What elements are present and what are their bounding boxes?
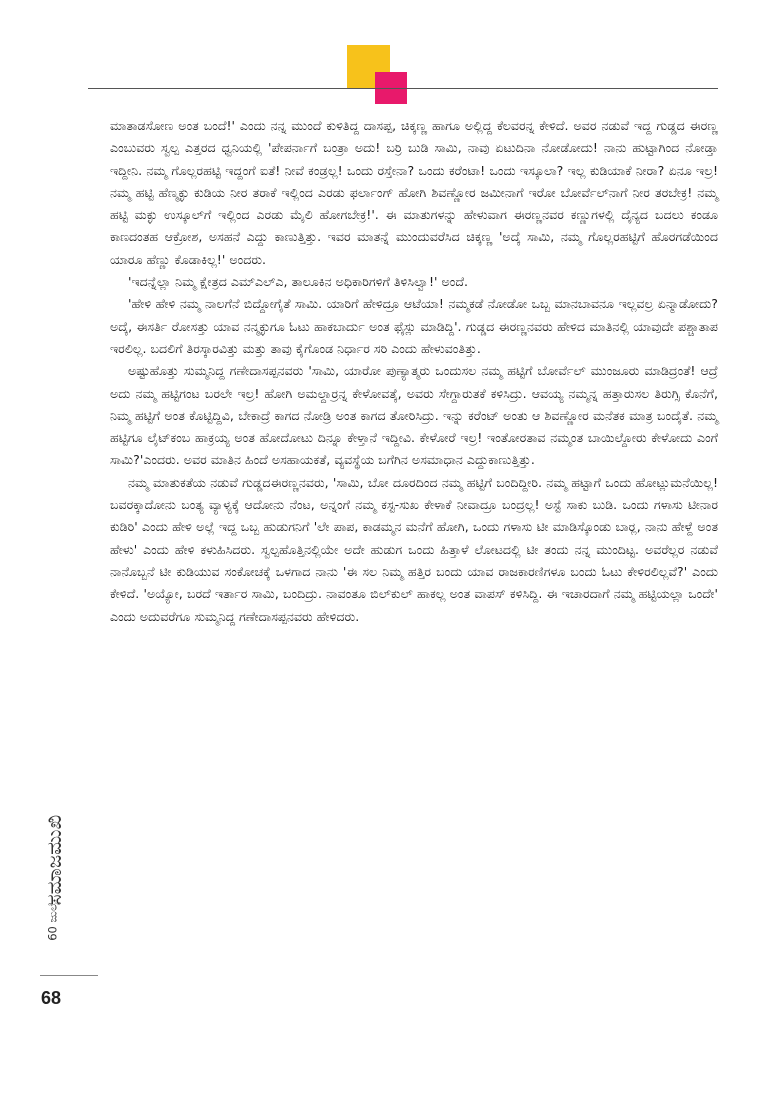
- sidebar-rule: [40, 975, 98, 976]
- paragraph: 'ಇದನ್ನೆಲ್ಲಾ ನಿಮ್ಮ ಕ್ಷೇತ್ರದ ಎಮ್ಎಲ್ಎ, ತಾಲೂಕಿನ ಅಧಿಕಾರಿಗಳಿಗೆ ತಿಳಿಸಿಲ್ವಾ!' ಅಂದೆ.: [128, 274, 468, 290]
- paragraph: 'ಹೇಳಿ ಹೇಳಿ ನಮ್ಮ ನಾಲಗೆನೆ ಬಿದ್ದೋಗೈತೆ ಸಾಮಿ. ಯಾರಿಗೆ ಹೇಳಿದ್ರೂ ಆಟೆಯಾ! ನಮ್ಮಕಡೆ ನೋಡೋ ಒಬ್ಬ ಮಾನಬಾವನೂ ಇಲ್ಲವಲ್ರ ಏನ್ಮಾಡೋದು? ಅದ್ಕೆ, ಈಸರ್ತಿ ರೋಸತ್ತು ಯಾವ ನನ್ಮಕ್ಳುಗೂ ಓಟು ಹಾಕಬಾರ್ದು ಅಂತ ಫೈಸ್ಲು ಮಾಡಿದ್ದಿ'. ಗುಡ್ಡದ ಈರಣ್ಣನವರು ಹೇಳಿದ ಮಾತಿನಲ್ಲಿ ಯಾವುದೇ ಪಶ್ಚಾತಾಪ ಇರಲಿಲ್ಲ. ಬದಲಿಗೆ ತಿರಸ್ಕಾರವಿತ್ತು ಮತ್ತು ತಾವು ಕೈಗೊಂಡ ನಿರ್ಧಾರ ಸರಿ ಎಂದು ಹೇಳುವಂತಿತ್ತು.: [110, 296, 718, 356]
- article-body: [110, 115, 718, 628]
- magazine-name: ಸಮಾಜಮುಖಿ: [42, 814, 66, 905]
- paragraph: ಮಾತಾಡಸೋಣ ಅಂತ ಬಂದೆ!' ಎಂದು ನನ್ನ ಮುಂದೆ ಕುಳಿತಿದ್ದ ದಾಸಪ್ಪ, ಚಿಕ್ಕಣ್ಣ ಹಾಗೂ ಅಲ್ಲಿದ್ದ ಕೆಲವರನ್ನ ಕೇಳಿದೆ. ಅವರ ನಡುವೆ ಇದ್ದ ಗುಡ್ಡದ ಈರಣ್ಣ ಎಂಬುವರು ಸ್ವಲ್ಪ ಎತ್ತರದ ಧ್ವನಿಯಲ್ಲಿ 'ಪೇಪರ್ನಾಗೆ ಬಂತ್ರಾ ಅದು! ಬರ್ರಿ ಬುಡಿ ಸಾಮಿ, ನಾವು ಏಟುದಿನಾ ನೋಡೋದು! ನಾನು ಹುಟ್ಟಾಗಿಂದ ನೋಡ್ತಾ ಇದ್ದೀನಿ. ನಮ್ಮ ಗೊಲ್ಲರಹಟ್ಟಿ ಇದ್ದಂಗೆ ಐತೆ! ನೀವೆ ಕಂಡ್ರಲ್ಲ! ಒಂದು ರಸ್ತೇನಾ? ಒಂದು ಕರೆಂಟಾ! ಒಂದು ಇಸ್ಕೂಲಾ? ಇಲ್ಲ ಕುಡಿಯಾಕೆ ನೀರಾ? ಏನೂ ಇಲ್ರ! ನಮ್ಮ ಹಟ್ಟಿ ಹೆಣ್ಮಕ್ಳು ಕುಡಿಯ ನೀರ ತರಾಕೆ ಇಲ್ಲಿಂದ ಎರಡು ಫರ್ಲಾಂಗ್ ಹೋಗಿ ಶಿವಣ್ಣೋರ ಜಮೀನಾಗೆ ಇರೋ ಬೋರ್ವೆಲ್‌ನಾಗೆ ನೀರ ತರಬೇಕ್ರ! ನಮ್ಮ ಹಟ್ಟಿ ಮಕ್ಳು ಉಸ್ಕೂಲ್‌ಗೆ ಇಲ್ಲಿಂದ ಎರಡು ಮೈಲಿ ಹೋಗಬೇಕ್ರ!'. ಈ ಮಾತುಗಳನ್ನು ಹೇಳುವಾಗ ಈರಣ್ಣನವರ ಕಣ್ಣುಗಳಲ್ಲಿ ದೈನ್ಯದ ಬದಲು ಕಂಡೂ ಕಾಣದಂತಹ ಆಕ್ರೋಶ, ಅಸಹನೆ ಎದ್ದು ಕಾಣುತ್ತಿತ್ತು. ಇವರ ಮಾತನ್ನೆ ಮುಂದುವರೆಸಿದ ಚಿಕ್ಕಣ್ಣ 'ಅದ್ಕೆ ಸಾಮಿ, ನಮ್ಮ ಗೊಲ್ಲರಹಟ್ಟಿಗೆ ಹೊರಗಡೆಯಿಂದ ಯಾರೂ ಹೆಣ್ಣು ಕೊಡಾಕಿಲ್ಲ!' ಅಂದರು.: [110, 118, 718, 267]
- page-number: 68: [41, 988, 62, 1008]
- paragraph: ನಮ್ಮ ಮಾತುಕತೆಯ ನಡುವೆ ಗುಡ್ಡದಈರಣ್ಣನವರು, 'ಸಾಮಿ, ಬೋ ದೂರದಿಂದ ನಮ್ಮ ಹಟ್ಟಿಗೆ ಬಂದಿದ್ದೀರಿ. ನಮ್ಮ ಹಟ್ಟಾಗೆ ಒಂದು ಹೋಟ್ಲುಮನೆಯಿಲ್ಲ! ಬವರಕ್ಕಾದೋನು ಬಂತ್ಯ ವ್ಯಾಳ್ಯಕ್ಕೆ ಆದೋನು ನೆಂಟ, ಅನ್ನಂಗೆ ನಮ್ಮ ಕಸ್ಟ-ಸುಖ ಕೇಳಾಕೆ ನೀವಾದ್ರೂ ಬಂದ್ರಲ್ಲ! ಅಸ್ಟೆ ಸಾಕು ಬುಡಿ. ಒಂದು ಗಳಾಸು ಟೀನಾರ ಕುಡಿರಿ' ಎಂದು ಹೇಳಿ ಅಲ್ಲೆ ಇದ್ದ ಒಬ್ಬ ಹುಡುಗನಿಗೆ 'ಲೇ ಪಾಪ, ಕಾಡಮ್ಮನ ಮನೆಗೆ ಹೋಗಿ, ಒಂದು ಗಳಾಸು ಟೀ ಮಾಡಿಸ್ಕೊಂಡು ಬಾರ್‍ಲ, ನಾನು ಹೇಳ್ದೆ ಅಂತ ಹೇಳು' ಎಂದು ಹೇಳಿ ಕಳುಹಿಸಿದರು. ಸ್ವಲ್ಪಹೊತ್ತಿನಲ್ಲಿಯೇ ಅದೇ ಹುಡುಗ ಒಂದು ಹಿತ್ತಾಳೆ ಲೋಟದಲ್ಲಿ ಟೀ ತಂದು ನನ್ನ ಮುಂದಿಟ್ಟ. ಅವರೆಲ್ಲರ ನಡುವೆ ನಾನೊಬ್ಬನೆ ಟೀ ಕುಡಿಯುವ ಸಂಕೋಚಕ್ಕೆ ಒಳಗಾದ ನಾನು 'ಈ ಸಲ ನಿಮ್ಮ ಹತ್ತಿರ ಬಂದು ಯಾವ ರಾಜಕಾರಣಿಗಳೂ ಬಂದು ಓಟು ಕೇಳಿರಲಿಲ್ಲವೆ?' ಎಂದು ಕೇಳಿದೆ. 'ಅಯ್ಯೋ, ಬರದೆ ಇರ್ತಾರ ಸಾಮಿ, ಬಂದಿದ್ರು. ನಾವಂತೂ ಬಿಲ್‌ಕುಲ್ ಹಾಕಲ್ಲ ಅಂತ ವಾಪಸ್ ಕಳಿಸಿದ್ದಿ. ಈ ಇಚಾರದಾಗೆ ನಮ್ಮ ಹಟ್ಟಿಯಲ್ಲಾ ಒಂದೇ' ಎಂದು ಅದುವರೆಗೂ ಸುಮ್ಮನಿದ್ದ ಗಣೇದಾಸಪ್ಪನವರು ಹೇಳಿದರು.: [110, 474, 718, 624]
- header-rule: [88, 88, 718, 89]
- paragraph: ಅಷ್ಟುಹೊತ್ತು ಸುಮ್ಮನಿದ್ದ ಗಣೇದಾಸಪ್ಪನವರು 'ಸಾಮಿ, ಯಾರೋ ಪುಣ್ಯಾತ್ಮರು ಒಂದುಸಲ ನಮ್ಮ ಹಟ್ಟಿಗೆ ಬೋರ್ವೆಲ್ ಮುಂಜೂರು ಮಾಡಿದ್ರಂತೆ! ಆದ್ರೆ ಅದು ನಮ್ಮ ಹಟ್ಟಿಗಂಟ ಬರಲೇ ಇಲ್ರ! ಹೋಗಿ ಅಮಲ್ದಾರ್ರನ್ನ ಕೇಳೋವತ್ಕೆ, ಅವರು ಸೇಗ್ದಾರುತಕೆ ಕಳಿಸಿದ್ರು. ಆವಯ್ಯ ನಮ್ಮನ್ನ ಹತ್ತಾರುಸಲ ತಿರುಗ್ಸಿ ಕೊನೆಗೆ, ನಿಮ್ಮ ಹಟ್ಟಿಗೆ ಅಂತ ಕೊಟ್ಟಿದ್ದಿವಿ, ಬೇಕಾದ್ರೆ ಕಾಗದ ನೋಡ್ರಿ ಅಂತ ಕಾಗದ ತೋರಿಸಿದ್ರು. ಇನ್ನು ಕರೆಂಟ್ ಅಂತು ಆ ಶಿವಣ್ಣೋರ ಮನೆತಕ ಮಾತ್ರ ಬಂದೈತೆ. ನಮ್ಮ ಹಟ್ಟಿಗೂ ಲೈಟ್‌ಕಂಬ ಹಾಕ್ರಯ್ಯ ಅಂತ ಹೋದೋಟು ದಿನ್ನೂ ಕೇಳ್ತಾನೆ ಇದ್ದೀವಿ. ಕೇಳೋರೆ ಇಲ್ರ! ಇಂತೋರತಾವ ನಮ್ಮಂತ ಬಾಯಿಲ್ದೋರು ಕೇಳೋದು ಎಂಗೆ ಸಾಮಿ?'ಎಂದರು. ಅವರ ಮಾತಿನ ಹಿಂದೆ ಅಸಹಾಯಕತೆ, ವ್ಯವಸ್ಥೆಯ ಬಗೆಗಿನ ಅಸಮಾಧಾನ ಎದ್ದುಕಾಣುತ್ತಿತ್ತು.: [110, 363, 718, 468]
- issue-label: 60 ಜುಲೈ: [45, 901, 60, 941]
